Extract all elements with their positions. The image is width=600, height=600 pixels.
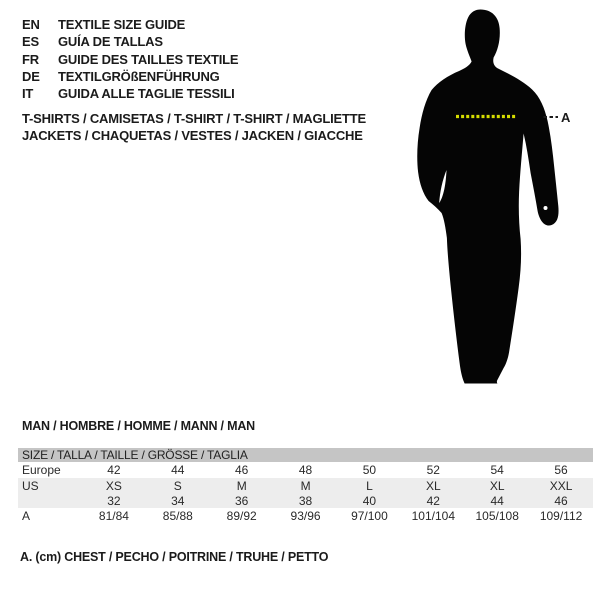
size-cell: 32 [107,493,121,508]
size-cell: 46 [235,463,249,477]
size-cell: XXL [549,478,573,493]
size-cell: 46 [554,493,568,508]
language-row [22,68,238,85]
man-silhouette [417,10,558,384]
size-cell: 34 [171,493,185,508]
size-cell: 48 [298,463,313,477]
man-silhouette-figure [400,0,600,390]
size-cell: M [236,478,247,493]
language-code: ES [22,34,39,50]
category-line-tshirts: T-SHIRTS / CAMISETAS / T-SHIRT / T-SHIRT / MAGLIETTE [22,111,366,126]
language-code: EN [22,17,40,33]
size-cell: 85/88 [162,509,193,523]
size-cell: XL [489,478,505,493]
row-label: A [22,509,31,523]
size-cell: S [173,478,182,493]
section-title-man: MAN / HOMBRE / HOMME / MANN / MAN [22,419,255,433]
language-row [22,16,238,33]
category-line-jackets: JACKETS / CHAQUETAS / VESTES / JACKEN / GIACCHE [22,128,363,144]
measurement-footnote: A. (cm) CHEST / PECHO / POITRINE / TRUHE / PETTO [20,550,329,564]
measure-label-a: A [561,110,571,125]
size-cell: 52 [426,463,440,477]
size-table [18,448,593,524]
size-cell: 97/100 [351,509,388,523]
language-label: TEXTILE SIZE GUIDE [58,17,186,33]
language-label: GUÍA DE TALLAS [58,34,163,50]
size-cell: L [366,478,373,493]
size-cell: XL [425,478,441,493]
language-row [22,33,238,50]
size-cell: 42 [107,463,121,477]
language-row [22,51,238,68]
table-row-us-numeric [18,493,593,508]
size-cell: 40 [362,493,377,508]
us-size-stripe [18,478,593,508]
row-label: US [22,478,39,493]
size-cell: 105/108 [475,509,519,523]
category-lines [22,110,366,145]
size-table-header: SIZE / TALLA / TAILLE / GRÖSSE / TAGLIA [18,448,593,462]
size-cell: 89/92 [226,509,257,523]
row-label: Europe [22,463,61,477]
language-code: IT [22,86,34,102]
language-label: GUIDE DES TAILLES TEXTILE [58,51,239,67]
language-title-list [22,16,238,102]
table-row-us [18,478,593,493]
language-code: DE [22,69,40,85]
language-code: FR [22,51,39,67]
size-cell: 54 [490,463,504,477]
table-row-europe [18,462,593,478]
size-cell: 42 [426,493,440,508]
table-row-chest-cm [18,508,593,524]
size-cell: 44 [490,493,504,508]
language-row [22,85,238,102]
size-cell: 36 [235,493,249,508]
size-cell: 93/96 [290,509,321,523]
size-cell: 81/84 [98,509,129,523]
size-cell: 38 [298,493,313,508]
language-label: TEXTILGRÖßENFÜHRUNG [58,69,220,85]
size-cell: XS [105,478,122,493]
size-cell: 44 [171,463,185,477]
size-cell: 109/112 [539,509,583,523]
language-label: GUIDA ALLE TAGLIE TESSILI [58,86,235,102]
hand-highlight [544,206,548,210]
size-cell: 56 [554,463,568,477]
size-cell: M [300,478,311,493]
size-cell: 101/104 [411,509,455,523]
size-cell: 50 [362,463,377,477]
